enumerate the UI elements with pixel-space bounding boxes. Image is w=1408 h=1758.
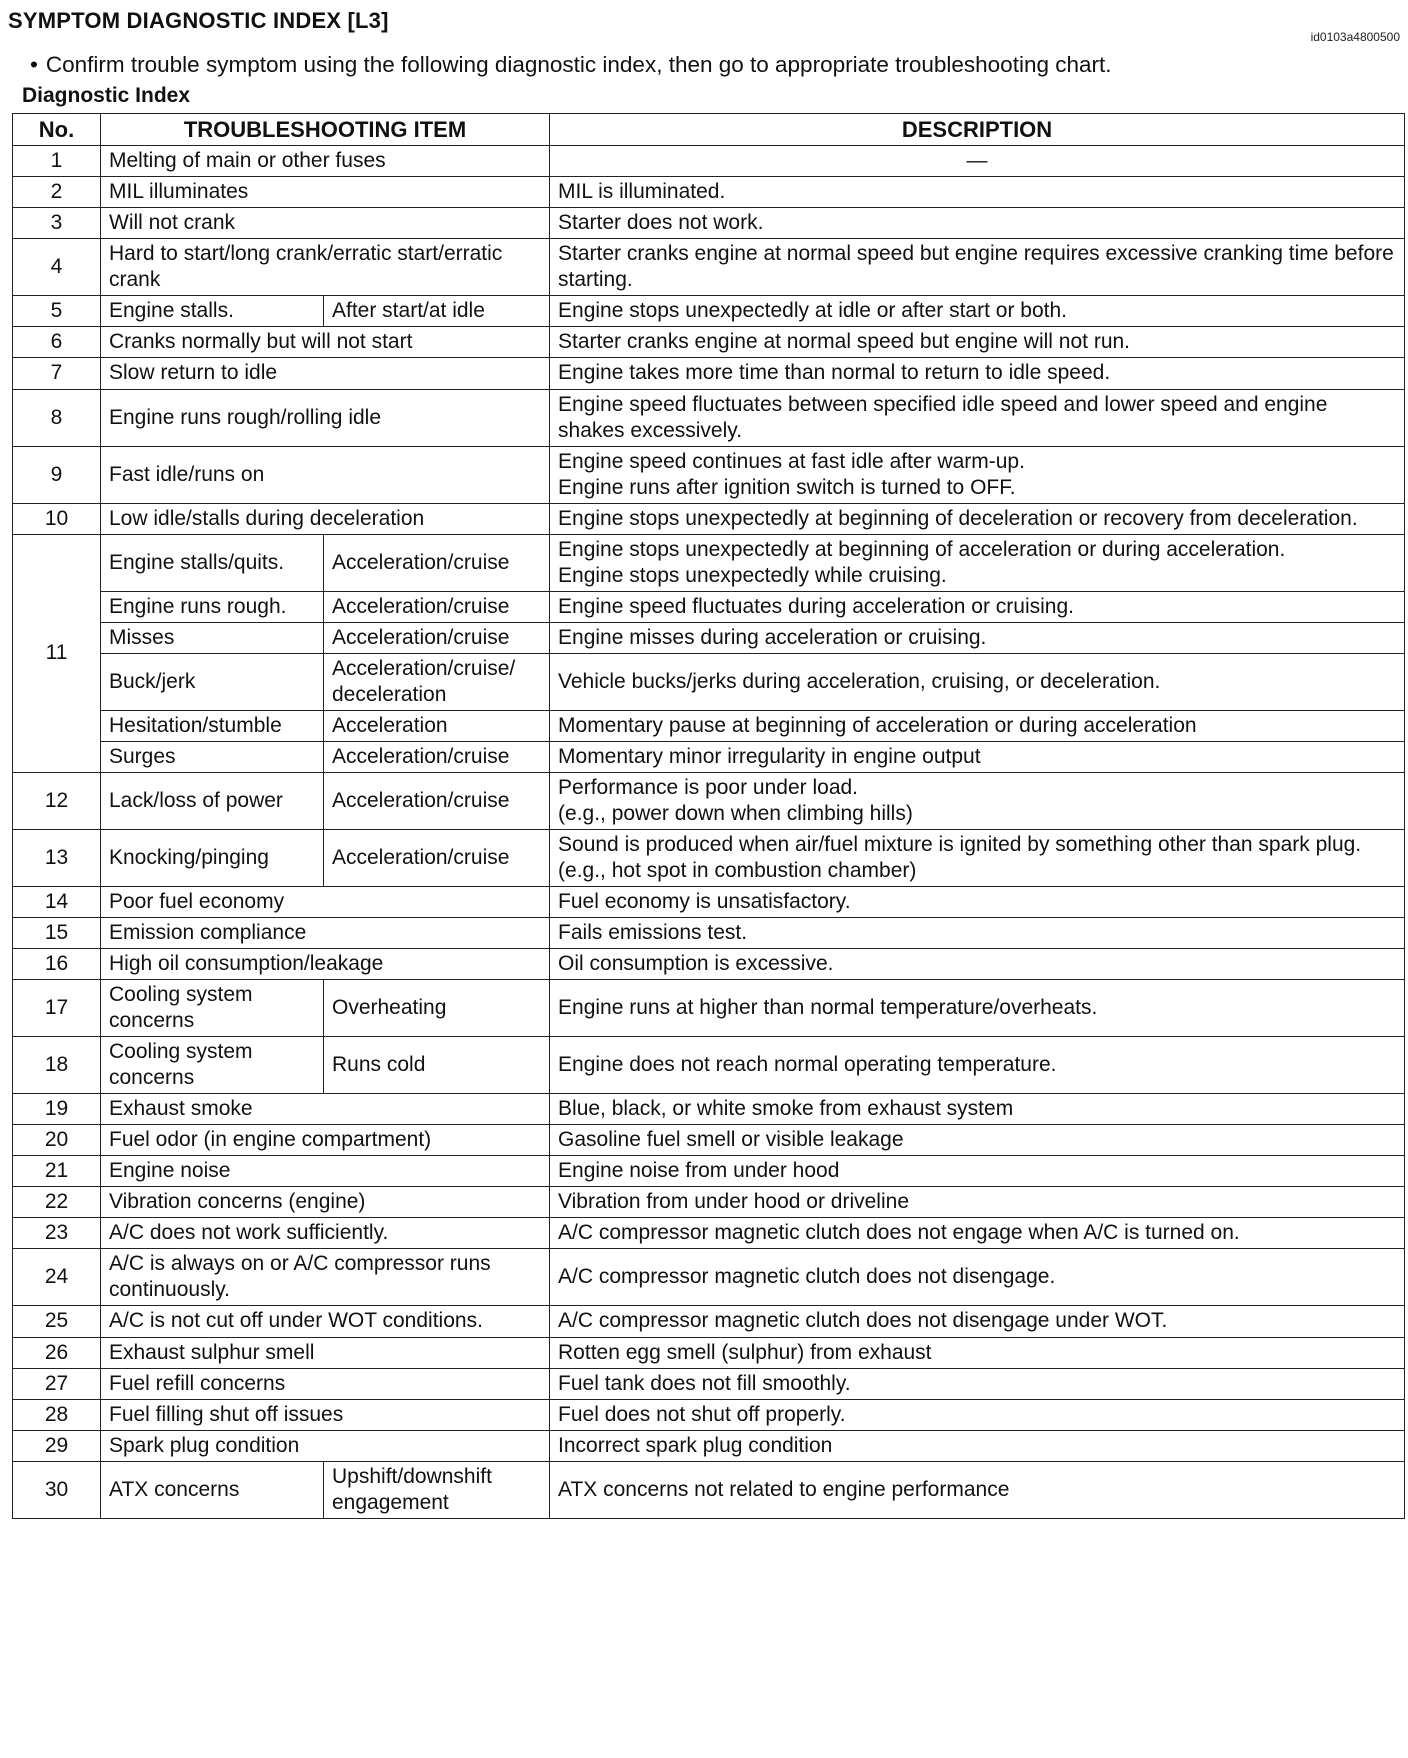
table-row [13,949,1405,980]
table-row [13,622,1405,653]
description-cell [550,741,1405,772]
table-row [13,772,1405,829]
description-cell [550,1187,1405,1218]
row-number: 25 [13,1306,101,1337]
description-line: Momentary pause at beginning of acceleration or during acceleration [558,713,1197,737]
troubleshooting-item: Exhaust smoke [101,1094,550,1125]
troubleshooting-item: Hard to start/long crank/erratic start/erratic crank [101,239,550,296]
instruction-label: Confirm trouble symptom using the following diagnostic index, then go to appropriate troubleshooting chart. [45,52,1112,77]
row-number: 14 [13,887,101,918]
row-number: 28 [13,1399,101,1430]
description-cell [550,1399,1405,1430]
diagnostic-index-table [12,113,1405,1519]
table-row [13,534,1405,591]
header-troubleshooting-item: TROUBLESHOOTING ITEM [101,114,550,146]
description-cell [550,1125,1405,1156]
table-row [13,1337,1405,1368]
description-line: A/C compressor magnetic clutch does not disengage. [558,1265,1056,1289]
table-row [13,710,1405,741]
table-row [13,980,1405,1037]
description-line: Vehicle bucks/jerks during acceleration, cruising, or deceleration. [558,669,1161,693]
table-row [13,887,1405,918]
description-cell [550,296,1405,327]
row-number: 21 [13,1156,101,1187]
item-condition: Overheating [324,980,550,1037]
description-cell [550,591,1405,622]
instruction-text [30,52,1112,78]
description-cell [550,177,1405,208]
row-number: 10 [13,503,101,534]
description-cell [550,949,1405,980]
table-row [13,653,1405,710]
item-condition: Upshift/downshift engagement [324,1461,550,1518]
description-line: Starter cranks engine at normal speed but engine will not run. [558,330,1131,354]
description-cell [550,208,1405,239]
bullet-icon: • [30,52,38,77]
item-condition: Acceleration/cruise [324,622,550,653]
description-line: A/C compressor magnetic clutch does not disengage under WOT. [558,1309,1168,1333]
description-cell [550,710,1405,741]
row-number: 13 [13,829,101,886]
troubleshooting-item: Poor fuel economy [101,887,550,918]
item-condition: Acceleration/cruise/ deceleration [324,653,550,710]
table-row [13,1430,1405,1461]
troubleshooting-item: Fuel filling shut off issues [101,1399,550,1430]
description-cell [550,389,1405,446]
row-number: 18 [13,1037,101,1094]
table-row [13,389,1405,446]
table-row [13,1249,1405,1306]
description-cell [550,358,1405,389]
header-no: No. [13,114,101,146]
description-line: A/C compressor magnetic clutch does not engage when A/C is turned on. [558,1221,1240,1245]
item-condition: Acceleration/cruise [324,741,550,772]
troubleshooting-item: Emission compliance [101,918,550,949]
troubleshooting-item: Hesitation/stumble [101,710,324,741]
description-line: Engine speed fluctuates during acceleration or cruising. [558,594,1074,618]
troubleshooting-item: ATX concerns [101,1461,324,1518]
item-condition: Acceleration/cruise [324,829,550,886]
table-row [13,591,1405,622]
page-title: SYMPTOM DIAGNOSTIC INDEX [L3] [8,8,389,33]
troubleshooting-item: Surges [101,741,324,772]
section-title: Diagnostic Index [22,84,191,107]
description-cell [550,1249,1405,1306]
table-row [13,503,1405,534]
description-line: Incorrect spark plug condition [558,1433,833,1457]
description-line: — [966,149,988,173]
description-line: Engine stops unexpectedly at beginning of deceleration or recovery from deceleration. [558,506,1358,530]
description-line: Fuel economy is unsatisfactory. [558,890,851,914]
description-cell [550,534,1405,591]
troubleshooting-item: Exhaust sulphur smell [101,1337,550,1368]
description-line: Blue, black, or white smoke from exhaust system [558,1097,1014,1121]
troubleshooting-item: Fuel odor (in engine compartment) [101,1125,550,1156]
description-cell [550,446,1405,503]
description-cell [550,772,1405,829]
description-line: Engine stops unexpectedly at idle or after start or both. [558,299,1067,323]
row-number: 19 [13,1094,101,1125]
troubleshooting-item: A/C is always on or A/C compressor runs continuously. [101,1249,550,1306]
row-number: 23 [13,1218,101,1249]
table-row [13,208,1405,239]
troubleshooting-item: Cooling system concerns [101,980,324,1037]
troubleshooting-item: High oil consumption/leakage [101,949,550,980]
row-number: 3 [13,208,101,239]
item-condition: Runs cold [324,1037,550,1094]
description-line: ATX concerns not related to engine performance [558,1477,1010,1501]
table-header-row [13,114,1405,146]
table-row [13,1156,1405,1187]
description-cell [550,918,1405,949]
description-line: Gasoline fuel smell or visible leakage [558,1128,904,1152]
description-cell [550,1337,1405,1368]
description-line: Engine runs at higher than normal temperature/overheats. [558,996,1098,1020]
row-number: 12 [13,772,101,829]
description-cell [550,829,1405,886]
table-row [13,918,1405,949]
row-number: 17 [13,980,101,1037]
table-row [13,1125,1405,1156]
table-row [13,1094,1405,1125]
troubleshooting-item: Will not crank [101,208,550,239]
troubleshooting-item: Low idle/stalls during deceleration [101,503,550,534]
troubleshooting-item: Cooling system concerns [101,1037,324,1094]
description-line: Engine stops unexpectedly while cruising. [558,563,947,587]
description-line: Fuel tank does not fill smoothly. [558,1371,851,1395]
description-line: Fuel does not shut off properly. [558,1402,846,1426]
troubleshooting-item: Spark plug condition [101,1430,550,1461]
description-cell [550,653,1405,710]
troubleshooting-item: Engine noise [101,1156,550,1187]
table-row [13,177,1405,208]
description-cell [550,1094,1405,1125]
table-row [13,1461,1405,1518]
description-cell [550,1430,1405,1461]
item-condition: Acceleration/cruise [324,772,550,829]
description-line: Sound is produced when air/fuel mixture is ignited by something other than spark plug. (e.g., hot spot in combustion chamber) [558,832,1362,883]
description-line: Engine speed fluctuates between specified idle speed and lower speed and engine shakes excessively. [558,392,1328,442]
item-condition: After start/at idle [324,296,550,327]
description-cell [550,622,1405,653]
row-number: 6 [13,327,101,358]
description-line: Performance is poor under load. [558,775,859,799]
description-line: Starter does not work. [558,211,764,235]
table-row [13,296,1405,327]
troubleshooting-item: Melting of main or other fuses [101,146,550,177]
troubleshooting-item: Vibration concerns (engine) [101,1187,550,1218]
description-cell [550,146,1405,177]
row-number: 11 [13,534,101,772]
description-cell [550,887,1405,918]
table-row [13,1306,1405,1337]
description-line: Momentary minor irregularity in engine output [558,744,981,768]
description-cell [550,1461,1405,1518]
description-cell [550,1218,1405,1249]
description-line: Engine takes more time than normal to return to idle speed. [558,361,1111,385]
row-number: 7 [13,358,101,389]
troubleshooting-item: Cranks normally but will not start [101,327,550,358]
row-number: 30 [13,1461,101,1518]
table-row [13,446,1405,503]
table-row [13,1399,1405,1430]
description-cell [550,1037,1405,1094]
table-row [13,1037,1405,1094]
troubleshooting-item: Slow return to idle [101,358,550,389]
row-number: 4 [13,239,101,296]
description-line: Engine does not reach normal operating temperature. [558,1053,1057,1077]
troubleshooting-item: Lack/loss of power [101,772,324,829]
troubleshooting-item: Engine runs rough/rolling idle [101,389,550,446]
row-number: 9 [13,446,101,503]
table-row [13,829,1405,886]
description-line: Vibration from under hood or driveline [558,1190,909,1214]
table-body [13,146,1405,1518]
description-line: MIL is illuminated. [558,180,726,204]
row-number: 24 [13,1249,101,1306]
row-number: 22 [13,1187,101,1218]
item-condition: Acceleration/cruise [324,534,550,591]
description-cell [550,1368,1405,1399]
table-row [13,1218,1405,1249]
item-condition: Acceleration/cruise [324,591,550,622]
description-cell [550,327,1405,358]
description-line: Engine runs after ignition switch is turned to OFF. [558,475,1016,499]
item-condition: Acceleration [324,710,550,741]
troubleshooting-item: Engine runs rough. [101,591,324,622]
description-line: Starter cranks engine at normal speed but engine requires excessive cranking time before starting. [558,242,1394,292]
row-number: 1 [13,146,101,177]
row-number: 26 [13,1337,101,1368]
troubleshooting-item: MIL illuminates [101,177,550,208]
table-row [13,741,1405,772]
troubleshooting-item: Fast idle/runs on [101,446,550,503]
row-number: 20 [13,1125,101,1156]
table-row [13,358,1405,389]
description-cell [550,980,1405,1037]
troubleshooting-item: Buck/jerk [101,653,324,710]
row-number: 5 [13,296,101,327]
description-cell [550,1306,1405,1337]
row-number: 2 [13,177,101,208]
description-line: Fails emissions test. [558,921,748,945]
table-row [13,146,1405,177]
table-row [13,1368,1405,1399]
table-row [13,1187,1405,1218]
troubleshooting-item: Engine stalls. [101,296,324,327]
description-line: Engine stops unexpectedly at beginning of acceleration or during acceleration. [558,537,1286,561]
row-number: 8 [13,389,101,446]
description-cell [550,1156,1405,1187]
description-line: Engine misses during acceleration or cruising. [558,625,987,649]
description-cell [550,239,1405,296]
description-cell [550,503,1405,534]
header-description: DESCRIPTION [550,114,1405,146]
description-line: Engine noise from under hood [558,1159,840,1183]
description-line: Oil consumption is excessive. [558,952,834,976]
row-number: 16 [13,949,101,980]
troubleshooting-item: A/C does not work sufficiently. [101,1218,550,1249]
troubleshooting-item: A/C is not cut off under WOT conditions. [101,1306,550,1337]
troubleshooting-item: Misses [101,622,324,653]
row-number: 27 [13,1368,101,1399]
description-line: (e.g., power down when climbing hills) [558,801,913,825]
troubleshooting-item: Engine stalls/quits. [101,534,324,591]
description-line: Engine speed continues at fast idle after warm-up. [558,449,1025,473]
description-line: Rotten egg smell (sulphur) from exhaust [558,1340,932,1364]
document-id: id0103a4800500 [1310,30,1400,44]
row-number: 29 [13,1430,101,1461]
troubleshooting-item: Knocking/pinging [101,829,324,886]
table-row [13,327,1405,358]
table-row [13,239,1405,296]
troubleshooting-item: Fuel refill concerns [101,1368,550,1399]
row-number: 15 [13,918,101,949]
